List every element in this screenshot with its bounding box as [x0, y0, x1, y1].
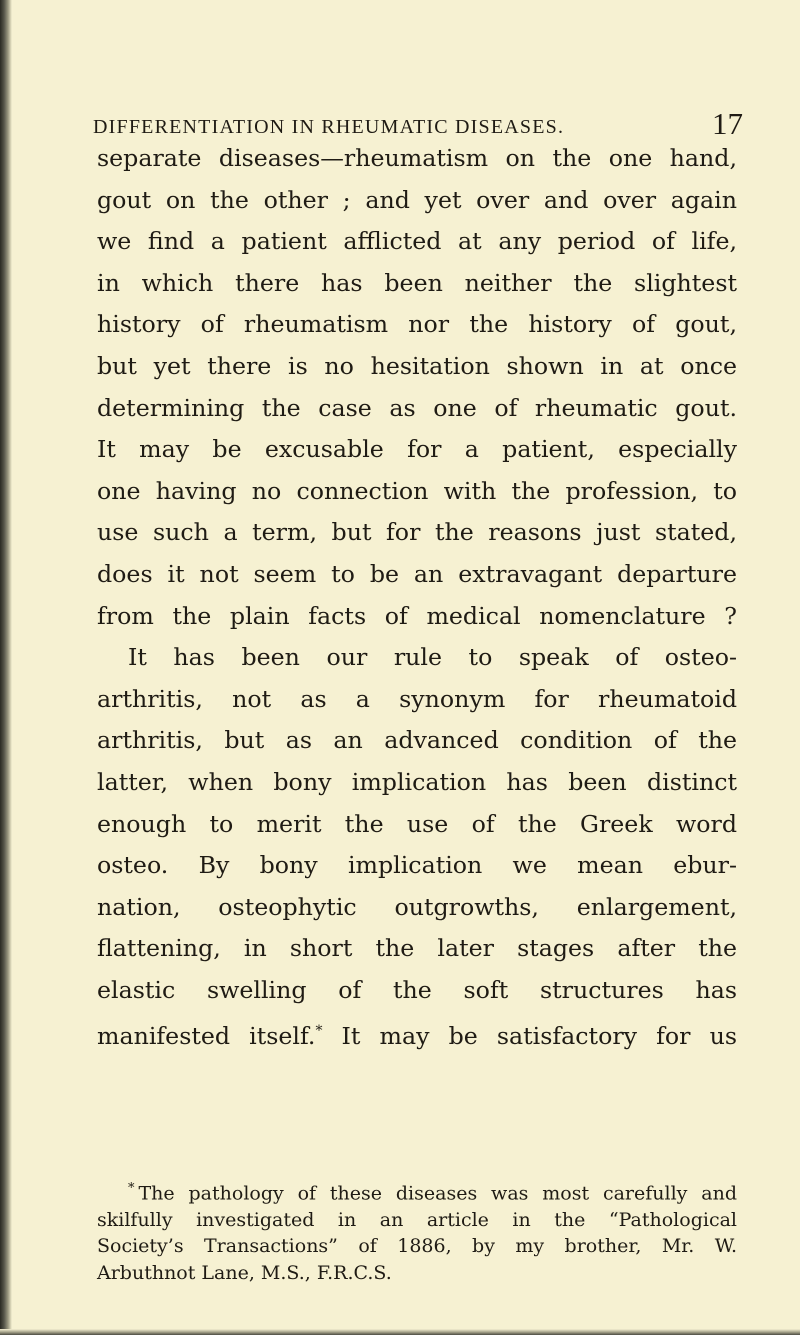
body-line: flattening, in short the later stages after the — [97, 934, 737, 963]
body-line: latter, when bony implication has been distinct — [97, 767, 737, 796]
body-line: we find a patient afflicted at any period of life, — [97, 227, 737, 256]
body-line: one having no connection with the profession, to — [97, 476, 737, 505]
body-line: but yet there is no hesitation shown in at once — [97, 351, 737, 380]
body-line: It may be excusable for a patient, especially — [97, 435, 737, 464]
body-line: determining the case as one of rheumatic gout. — [97, 393, 737, 422]
body-text — [97, 138, 737, 1058]
body-line-last — [97, 1011, 737, 1057]
body-line: It has been our rule to speak of osteo- — [128, 643, 737, 672]
footnote-line: Arbuthnot Lane, M.S., F.R.C.S. — [97, 1261, 392, 1284]
footnote-reference: * — [315, 1023, 323, 1040]
body-line: use such a term, but for the reasons just stated, — [97, 518, 737, 547]
body-line-last-rest: It may be satisfactory for us — [322, 1022, 737, 1051]
body-line: in which there has been neither the slightest — [97, 268, 737, 297]
body-line: arthritis, not as a synonym for rheumatoid — [97, 684, 737, 713]
footnote-line: Society’s Transactions” of 1886, by my brother, Mr. W. — [97, 1235, 737, 1258]
body-line: nation, osteophytic outgrowths, enlargement, — [97, 892, 737, 921]
body-line: from the plain facts of medical nomenclature ? — [97, 601, 737, 630]
body-line: does it not seem to be an extravagant departure — [97, 559, 737, 588]
running-head: DIFFERENTIATION IN RHEUMATIC DISEASES. — [93, 116, 565, 138]
body-line: enough to merit the use of the Greek word — [97, 809, 737, 838]
body-line: separate diseases—rheumatism on the one hand, — [97, 144, 737, 172]
footnote-marker: * — [128, 1181, 135, 1196]
body-line: history of rheumatism nor the history of gout, — [97, 310, 737, 339]
footnote-line — [97, 1176, 737, 1207]
page-left-edge-shadow — [0, 0, 12, 1335]
body-line: elastic swelling of the soft structures has — [97, 975, 737, 1004]
page-number: 17 — [712, 106, 743, 141]
body-line-last-text: manifested itself. — [97, 1022, 316, 1051]
body-line: osteo. By bony implication we mean ebur- — [97, 851, 737, 880]
footnote-line-text: The pathology of these diseases was most carefully and — [138, 1182, 737, 1205]
footnote — [97, 1176, 737, 1286]
body-line: gout on the other ; and yet over and over again — [97, 185, 737, 214]
footnote-line: skilfully investigated in an article in the “Pathological — [97, 1208, 737, 1231]
body-line: arthritis, but as an advanced condition of the — [97, 726, 737, 755]
page-bottom-edge-shadow — [0, 1329, 800, 1335]
